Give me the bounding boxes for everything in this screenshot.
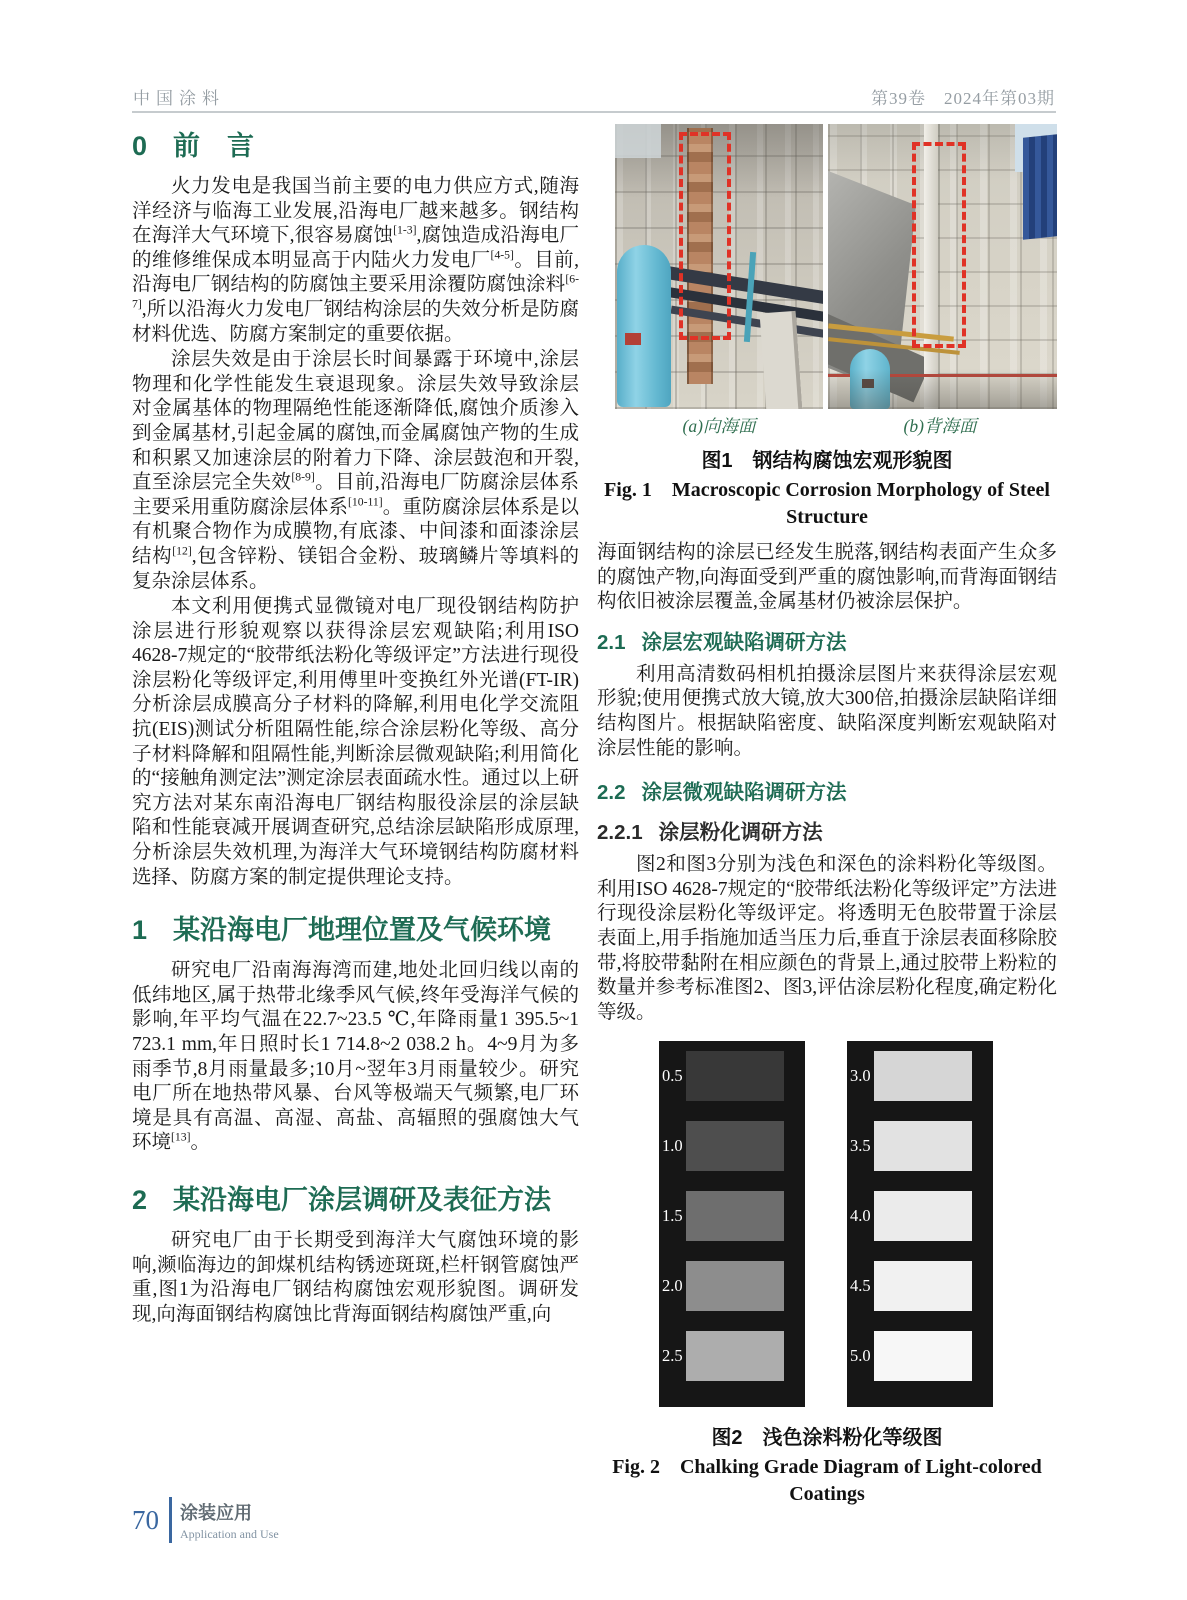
chalking-row (847, 1261, 993, 1311)
section-title: 某沿海电厂涂层调研及表征方法 (173, 1184, 552, 1215)
swatch-label: 3.0 (850, 1066, 871, 1086)
gray-swatch (686, 1331, 784, 1381)
paragraph: 涂层失效是由于涂层长时间暴露于环境中,涂层物理和化学性能发生衰退现象。涂层失效导致涂层对金属基体的物理隔绝性能逐渐降低,腐蚀介质渗入到金属基材,引起金属的腐蚀,而金属腐蚀产物的生成和积累又加速涂层的附着力下降、涂层鼓泡和开裂,直至涂层完全失效[8-9]。目前,沿海电厂防腐涂层体系主要采用重防腐涂层体系[10-11]。重防腐涂层体系是以有机聚合物作为成膜物,有底漆、中间漆和面漆涂层结构[12],包含锌粉、镁铝合金粉、玻璃鳞片等填料的复杂涂层体系。 (132, 349, 579, 592)
swatch-label: 1.0 (662, 1136, 683, 1156)
swatch-label: 2.0 (662, 1276, 683, 1296)
section-number: 1 (132, 915, 148, 946)
section-title: 前 言 (173, 131, 255, 161)
figure1-caption-en-line2: Structure (786, 506, 868, 528)
section-number: 2.1 (597, 630, 626, 654)
figure1-photo-landward (828, 124, 1057, 409)
chalking-row (847, 1191, 993, 1241)
swatch-label: 4.0 (850, 1206, 871, 1226)
teal-pipe (744, 252, 756, 342)
cyan-storage-tank (617, 245, 671, 407)
gray-swatch (874, 1331, 972, 1381)
chalking-row (659, 1191, 805, 1241)
gray-swatch (874, 1191, 972, 1241)
gray-swatch (686, 1191, 784, 1241)
figure2-caption-cn: 图2 浅色涂料粉化等级图 (711, 1427, 943, 1450)
figure1-subcaptions (615, 413, 1057, 438)
gray-swatch (874, 1121, 972, 1171)
paragraph: 图2和图3分别为浅色和深色的涂料粉化等级图。利用ISO 4628-7规定的“胶带纸法粉化等级评定”方法进行现役涂层粉化等级评定。将透明无色胶带置于涂层表面上,用手指施加适当压力后,垂直于涂层表面移除胶带,将胶带黏附在相应颜色的背景上,通过胶带上粉粒的数量并参考标准图2、图3,评估涂层粉化程度,确定粉化等级。 (597, 854, 1057, 1023)
red-dashed-highlight-box (912, 142, 966, 348)
footer-column-cn: 涂装应用 (180, 1502, 252, 1523)
chalking-row (659, 1051, 805, 1101)
swatch-label: 2.5 (662, 1346, 683, 1366)
tank-label-patch (625, 333, 641, 345)
subcaption-b: (b)背海面 (903, 416, 977, 436)
red-dashed-highlight-box (679, 132, 731, 340)
gray-swatch (686, 1121, 784, 1171)
section-number: 2 (132, 1184, 148, 1215)
gray-swatch (874, 1261, 972, 1311)
swatch-label: 4.5 (850, 1276, 871, 1296)
paragraph: 火力发电是我国当前主要的电力供应方式,随海洋经济与临海工业发展,沿海电厂越来越多。钢结构在海洋大气环境下,很容易腐蚀[1-3],腐蚀造成沿海电厂的维修维保成本明显高于内陆火力发电厂[4-5]。目前,沿海电厂钢结构的防腐蚀主要采用涂覆防腐蚀涂料[6-7],所以沿海火力发电厂钢结构涂层的失效分析是防腐材料优选、防腐方案制定的重要依据。 (132, 176, 579, 345)
swatch-label: 0.5 (662, 1066, 683, 1086)
section-title: 涂层宏观缺陷调研方法 (641, 630, 847, 654)
shadow-band (828, 369, 1057, 409)
figure1-caption-cn: 图1 钢结构腐蚀宏观形貌图 (701, 450, 953, 472)
footer-divider-bar (169, 1497, 172, 1543)
section-1-heading (132, 908, 579, 947)
subcaption-a: (a)向海面 (682, 416, 756, 436)
header-rule (132, 111, 1056, 113)
page-footer (132, 1497, 279, 1543)
chalking-row (847, 1331, 993, 1381)
issue-info: 第39卷 2024年第03期 (871, 89, 1055, 108)
chalking-row (659, 1121, 805, 1171)
section-title: 某沿海电厂地理位置及气候环境 (173, 915, 552, 946)
chalking-row (847, 1121, 993, 1171)
figure1-caption-en-line1: Fig. 1 Macroscopic Corrosion Morphology of Steel (604, 479, 1050, 501)
section-2-heading (132, 1178, 579, 1217)
journal-name: 中国涂料 (133, 89, 225, 108)
footer-column-info (180, 1499, 279, 1542)
gray-swatch (686, 1261, 784, 1311)
section-2-2-heading (597, 775, 1057, 805)
section-number: 2.2.1 (597, 821, 643, 845)
chalking-row (847, 1051, 993, 1101)
concrete-pillar (760, 311, 803, 409)
swatch-label: 5.0 (850, 1346, 871, 1366)
right-column (597, 124, 1057, 1508)
section-0-heading (132, 124, 579, 163)
page-number: 70 (132, 1504, 159, 1535)
blue-tower-structure (1023, 134, 1057, 240)
sky-patch (615, 124, 661, 158)
figure1-caption-en (597, 477, 1057, 531)
paragraph: 研究电厂由于长期受到海洋大气腐蚀环境的影响,濒临海边的卸煤机结构锈迹斑斑,栏杆钢管腐蚀严重,图1为沿海电厂钢结构腐蚀宏观形貌图。调研发现,向海面钢结构腐蚀比背海面钢结构腐蚀严重,向 (132, 1229, 579, 1325)
section-2-1-heading (597, 625, 1057, 655)
paragraph: 海面钢结构的涂层已经发生脱落,钢结构表面产生众多的腐蚀产物,向海面受到严重的腐蚀影响,而背海面钢结构依旧被涂层覆盖,金属基材仍被涂层保护。 (597, 542, 1057, 613)
left-column (132, 124, 579, 1328)
section-number: 0 (132, 131, 148, 161)
paragraph: 研究电厂沿南海海湾而建,地处北回归线以南的低纬地区,属于热带北缘季风气候,终年受海洋气候的影响,年平均气温在22.7~23.5 ℃,年降雨量1 395.5~1 723.1 mm,年日照时长1 714.8~2 038.2 h。4~9月为多雨季节,8月雨量最多;10月~翌年3月雨量较少。研究电厂所在地热带风暴、台风等极端天气频繁,电厂环境是具有高温、高湿、高盐、高辐照的强腐蚀大气环境[13]。 (132, 960, 579, 1154)
chalking-row (659, 1261, 805, 1311)
section-title: 涂层微观缺陷调研方法 (641, 781, 847, 805)
figure1-photo-seaward (615, 124, 823, 409)
footer-column-en: Application and Use (180, 1526, 279, 1541)
section-number: 2.2 (597, 781, 626, 805)
figure-1 (615, 124, 1057, 409)
figure-2 (659, 1041, 1057, 1407)
swatch-label: 1.5 (662, 1206, 683, 1226)
paragraph: 本文利用便携式显微镜对电厂现役钢结构防护涂层进行形貌观察以获得涂层宏观缺陷;利用ISO 4628-7规定的“胶带纸法粉化等级评定”方法进行现役涂层粉化等级评定,利用傅里叶变换红外光谱(FT-IR)分析涂层成膜高分子材料的降解,利用电化学交流阻抗(EIS)测试分析阻隔性能,综合涂层粉化等级、高分子材料降解和阻隔性能,判断涂层微观缺陷;利用简化的“接触角测定法”测定涂层表面疏水性。通过以上研究方法对某东南沿海电厂钢结构服役涂层的涂层缺陷和性能衰减开展调查研究,总结涂层缺陷形成原理,分析涂层失效机理,为海洋大气环境钢结构防腐材料选择、防腐方案的制定提供理论支持。 (132, 596, 579, 888)
figure2-caption-en: Fig. 2 Chalking Grade Diagram of Light-colored Coatings (612, 1456, 1042, 1506)
swatch-label: 3.5 (850, 1136, 871, 1156)
section-title: 涂层粉化调研方法 (658, 821, 823, 845)
chalking-panel-low-grades (659, 1041, 805, 1407)
section-2-2-1-heading (597, 815, 1057, 845)
chalking-panel-high-grades (847, 1041, 993, 1407)
gray-swatch (686, 1051, 784, 1101)
gray-swatch (874, 1051, 972, 1101)
paragraph: 利用高清数码相机拍摄涂层图片来获得涂层宏观形貌;使用便携式放大镜,放大300倍,拍摄涂层缺陷详细结构图片。根据缺陷密度、缺陷深度判断宏观缺陷对涂层性能的影响。 (597, 663, 1057, 759)
chalking-row (659, 1331, 805, 1381)
